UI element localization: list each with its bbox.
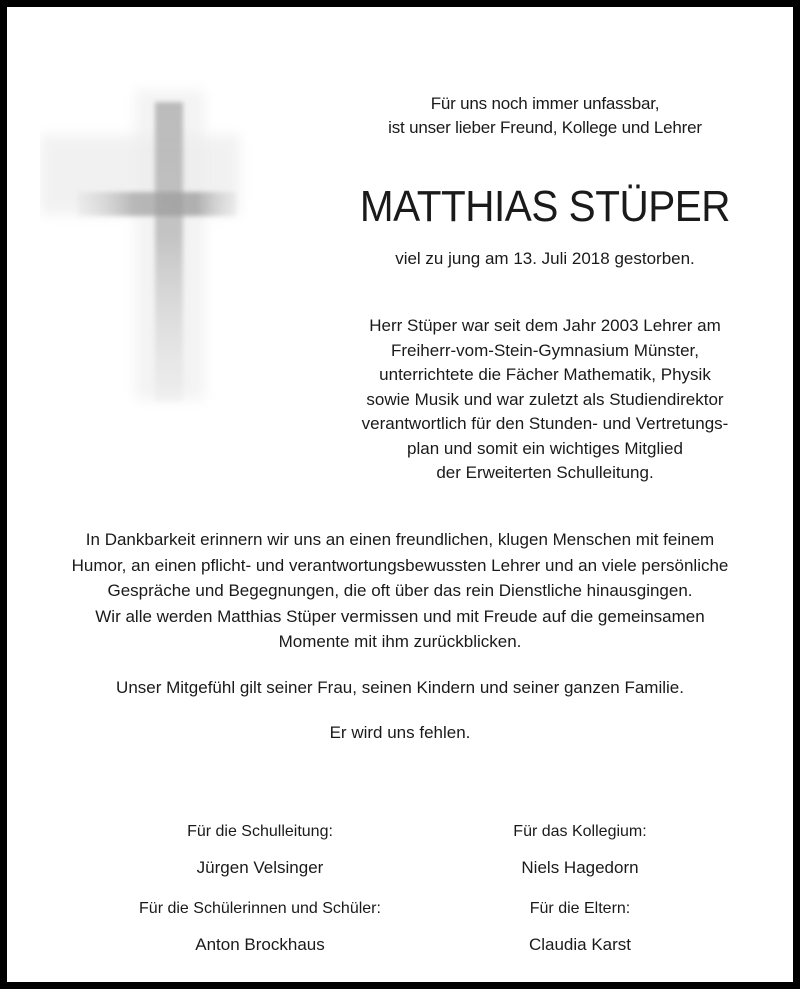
bio-line: verantwortlich für den Stunden- und Vertretungs-: [361, 414, 729, 433]
signature-person: Jürgen Velsinger: [196, 858, 324, 877]
tribute-line: Wir alle werden Matthias Stüper vermissen und mit Freude auf die gemeinsamen: [95, 606, 705, 626]
signature-staff: [410, 821, 750, 879]
intro-text: [345, 92, 745, 140]
signature-parents: [410, 898, 750, 956]
tribute-line: Humor, an einen pflicht- und verantwortungsbewussten Lehrer und an viele persönliche: [71, 555, 729, 575]
bio-line: plan und somit ein wichtiges Mitglied: [407, 438, 683, 458]
bio-line: unterrichtete die Fächer Mathematik, Physik: [379, 365, 711, 384]
signature-person: Claudia Karst: [528, 935, 632, 954]
signature-person: Niels Hagedorn: [521, 858, 639, 877]
deceased-name: MATTHIAS STÜPER: [359, 182, 731, 231]
tribute-line: Gespräche und Begegnungen, die oft über das rein Dienstliche hinausgingen.: [107, 581, 693, 600]
bio-line: der Erweiterten Schulleitung.: [436, 463, 654, 482]
signature-role: Für das Kollegium:: [513, 823, 647, 840]
signature-students: [90, 898, 430, 956]
closing-line: Er wird uns fehlen.: [329, 723, 471, 742]
signature-role: Für die Schülerinnen und Schüler:: [139, 900, 381, 917]
tribute-line: In Dankbarkeit erinnern wir uns an einen freundlichen, klugen Menschen mit feinem: [85, 530, 715, 549]
bio-line: Freiherr-vom-Stein-Gymnasium Münster,: [391, 340, 699, 360]
signature-person: Anton Brockhaus: [195, 935, 325, 954]
signature-role: Für die Schulleitung:: [187, 823, 333, 840]
death-date-line: viel zu jung am 13. Juli 2018 gestorben.: [395, 249, 695, 268]
bio-line: sowie Musik und war zuletzt als Studiendirektor: [366, 389, 724, 409]
biography-paragraph: [338, 314, 752, 486]
signature-role: Für die Eltern:: [529, 900, 631, 917]
bio-line: Herr Stüper war seit dem Jahr 2003 Lehrer am: [369, 316, 721, 335]
intro-line-2: ist unser lieber Freund, Kollege und Lehrer: [388, 118, 702, 137]
tribute-paragraph: [40, 527, 760, 655]
sympathy-line: Unser Mitgefühl gilt seiner Frau, seinen Kindern und seiner ganzen Familie.: [116, 678, 684, 697]
cross-icon: [40, 80, 260, 410]
intro-line-1: Für uns noch immer unfassbar,: [430, 94, 660, 113]
signature-school-management: [90, 821, 430, 879]
tribute-line: Momente mit ihm zurückblicken.: [278, 632, 522, 651]
